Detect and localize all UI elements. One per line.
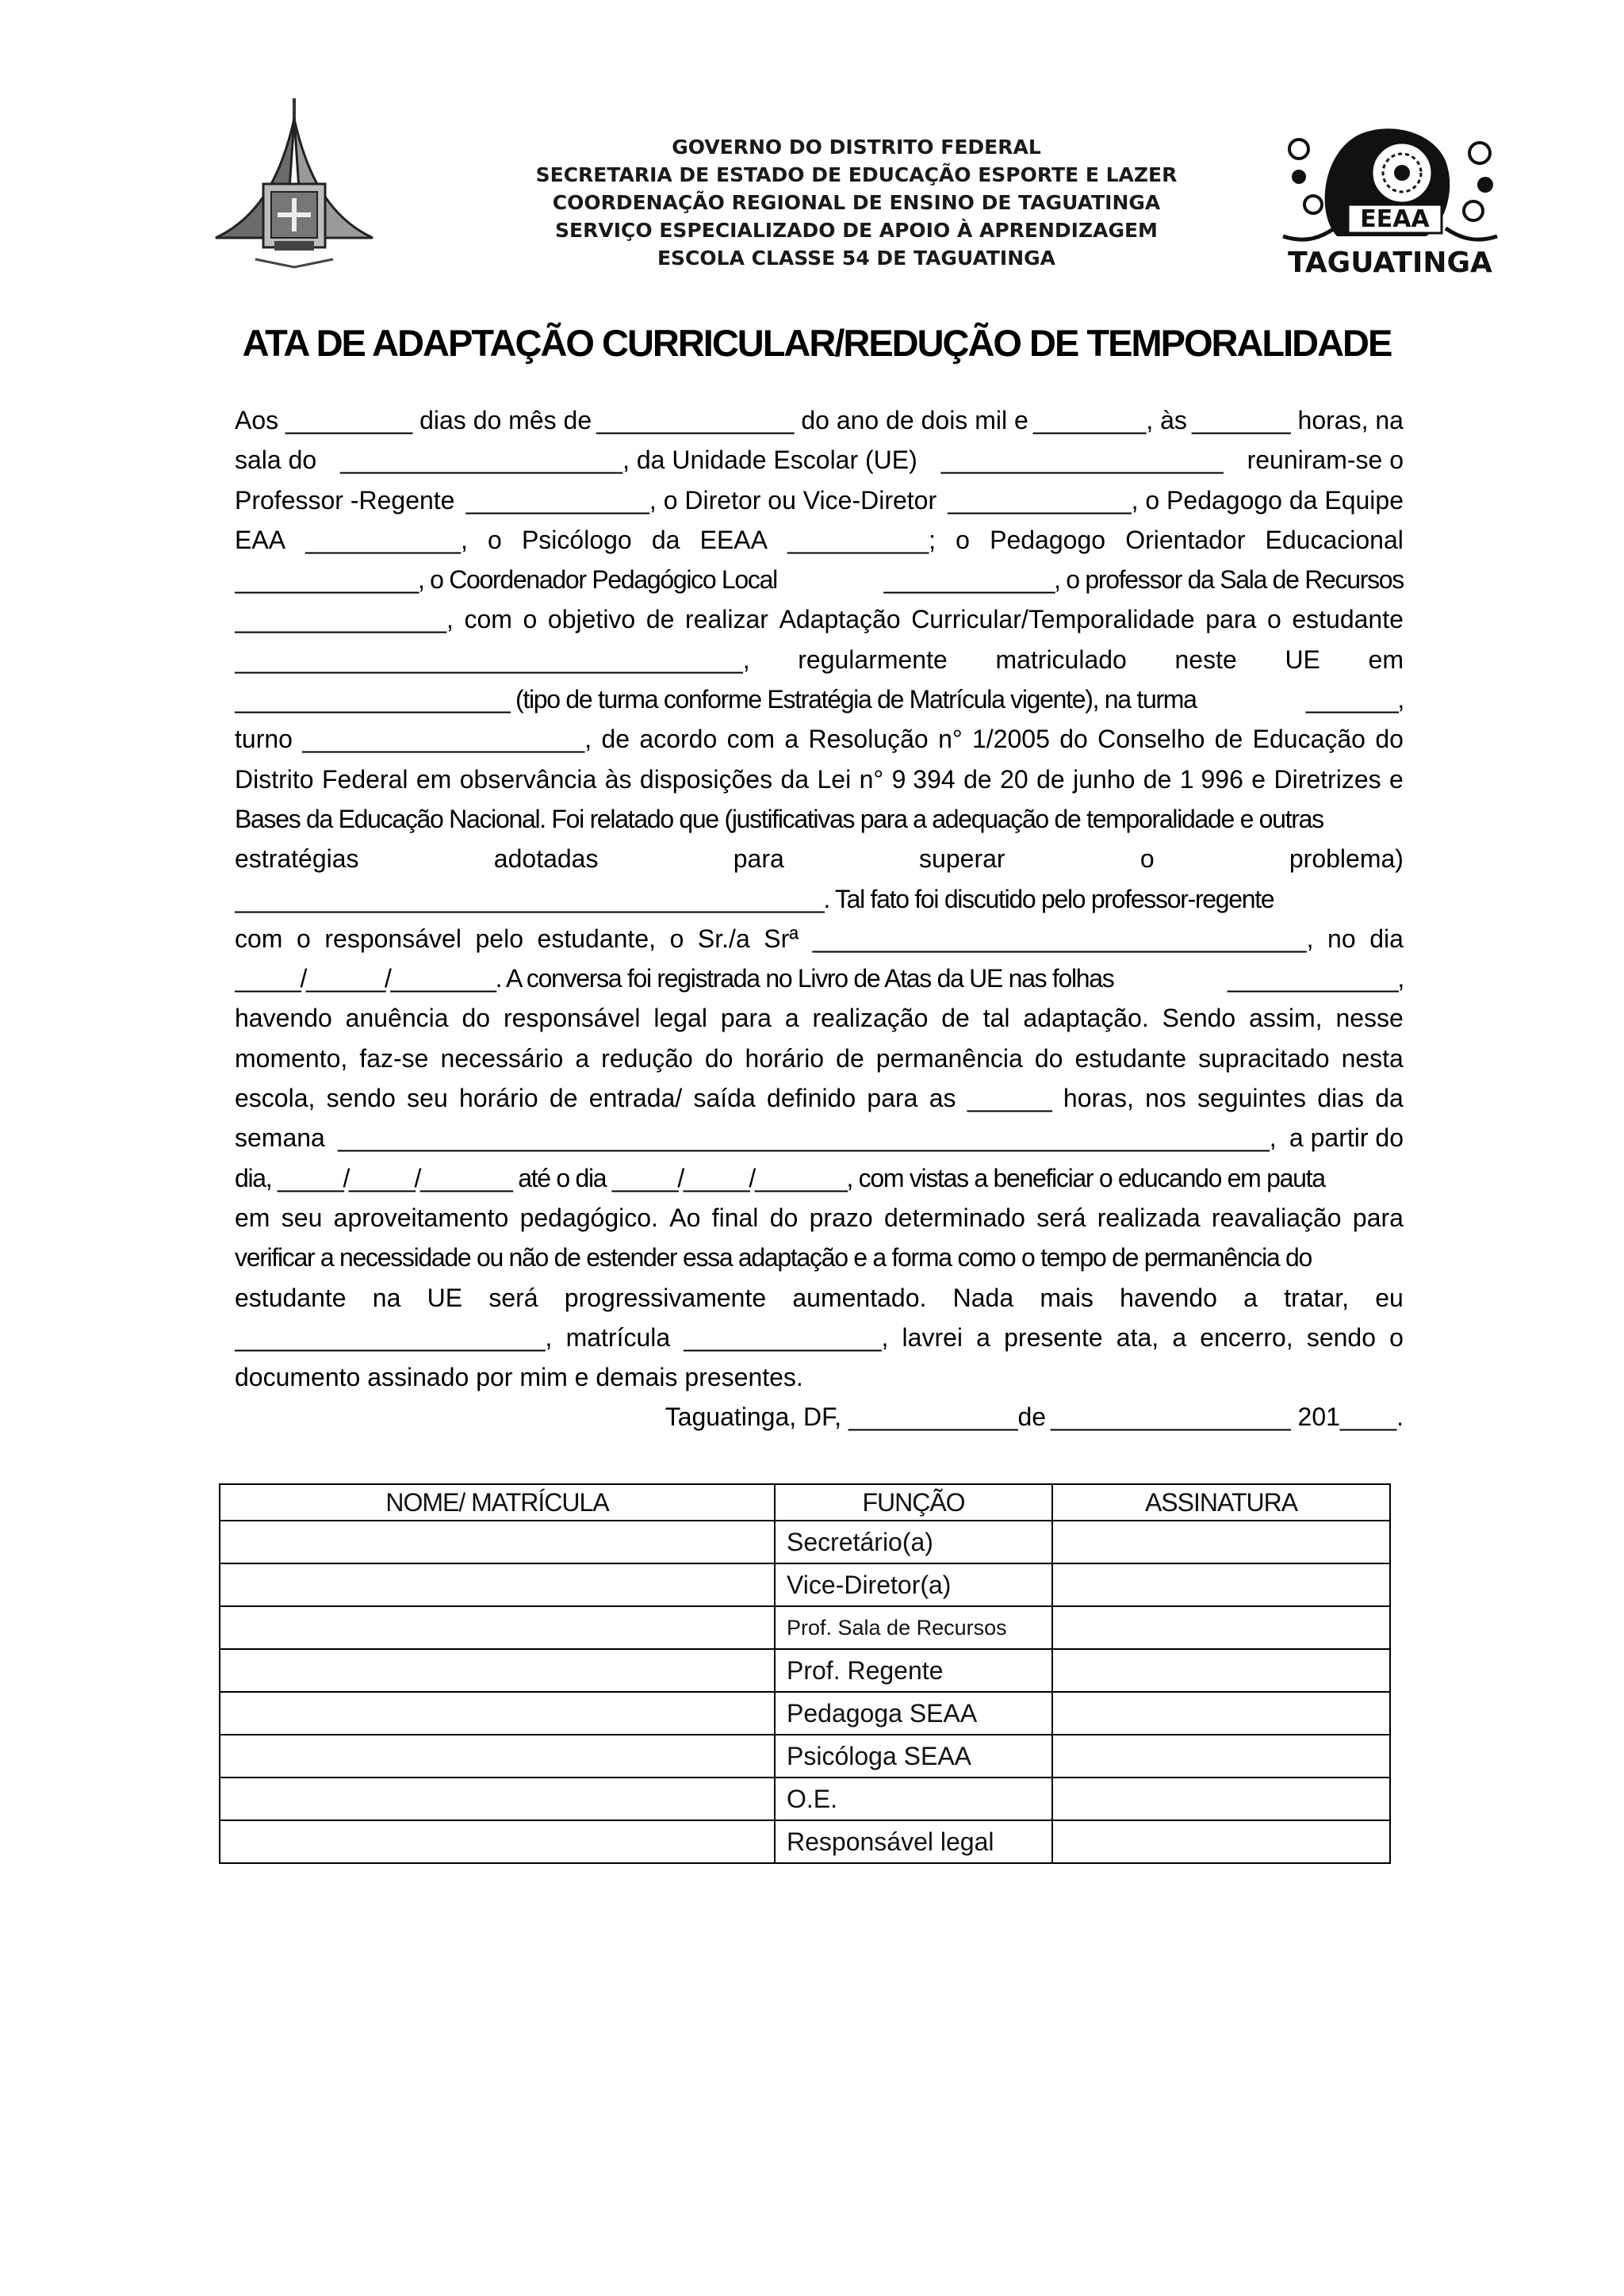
body-word: ata, [1116, 1322, 1159, 1352]
body-word: EEAA [699, 525, 768, 554]
body-word: tratar, [1284, 1283, 1350, 1312]
body-word: estudante [235, 1283, 347, 1312]
body-word: responsável [503, 1004, 641, 1033]
body-word: estudante, [537, 924, 656, 953]
body-word: Curricular/Temporalidade [911, 605, 1195, 634]
body-word: 9 394 [891, 764, 956, 794]
body-line [235, 959, 1404, 998]
table-row [220, 1777, 1390, 1820]
document-title: ATA DE ADAPTAÇÃO CURRICULAR/REDUÇÃO DE TEMPORALIDADE [242, 322, 1392, 364]
date-line [235, 1397, 1404, 1437]
assinatura-cell[interactable] [1052, 1563, 1390, 1606]
body-word: Aos _________ dias do mês de [235, 406, 592, 434]
body-word: o [297, 924, 311, 953]
body-word: reuniram-se o [1247, 446, 1404, 475]
body-word: _____________, o Pedagogo da Equipe [948, 485, 1404, 515]
body-word: estudante [1292, 605, 1404, 634]
body-word: do [462, 1004, 491, 1033]
body-word: Psicólogo [521, 525, 632, 554]
body-line [235, 1078, 1404, 1118]
body-word: redução [601, 1043, 693, 1073]
body-line [235, 640, 1404, 679]
body-word: do [1059, 725, 1088, 754]
assinatura-cell[interactable] [1052, 1820, 1390, 1863]
table-row [220, 1820, 1390, 1863]
body-word: pedagógico. [519, 1203, 658, 1232]
header-line-3: COORDENAÇÃO REGIONAL DE ENSINO DE TAGUATINGA [552, 191, 1161, 214]
funcao-cell: Prof. Sala de Recursos [775, 1606, 1052, 1649]
body-line [235, 520, 1404, 560]
body-word: progressivamente [564, 1283, 767, 1312]
body-word: estudante [1074, 1043, 1187, 1073]
body-line [235, 1118, 1404, 1158]
body-word: regularmente [798, 645, 948, 674]
table-row [220, 1692, 1390, 1735]
body-line [235, 998, 1404, 1038]
body-word: _____________, [1227, 964, 1404, 993]
body-word: _______, [1305, 685, 1404, 714]
body-word: seu [407, 1084, 448, 1113]
body-line [235, 799, 1404, 839]
assinatura-cell[interactable] [1052, 1606, 1390, 1649]
body-word: _____________________ (tipo de turma conforme Estratégia de Matrícula vigente), na turma [235, 685, 1197, 714]
body-word: presente [1004, 1322, 1103, 1352]
body-word: a [575, 1043, 590, 1073]
body-word: _____________, o professor da Sala de Recursos [883, 565, 1404, 595]
body-word: _____________________________________________. Tal fato foi discutido pelo professor-regente [235, 884, 1274, 913]
nome-matricula-cell[interactable] [220, 1521, 775, 1563]
body-word: Ao [669, 1203, 701, 1232]
funcao-cell: Prof. Regente [775, 1649, 1052, 1692]
body-word: às [604, 764, 632, 794]
body-word: permanência [875, 1043, 1023, 1073]
body-word: em [416, 764, 452, 794]
body-word: Lei [817, 764, 852, 794]
body-word: a [784, 725, 799, 754]
body-word: havendo [1120, 1283, 1217, 1312]
assinatura-cell[interactable] [1052, 1692, 1390, 1735]
body-word: eu [1375, 1283, 1404, 1312]
body-word: para [733, 844, 784, 874]
table-row [220, 1521, 1390, 1563]
body-word: realizada [1097, 1203, 1201, 1232]
table-row [220, 1735, 1390, 1777]
body-word: responsável [324, 924, 462, 953]
funcao-cell: Psicóloga SEAA [775, 1735, 1052, 1777]
date-line-part: _________________ 201____. [1051, 1402, 1404, 1432]
body-word: dias [1317, 1084, 1364, 1113]
gdf-coat-of-arms-icon [208, 97, 381, 270]
body-word: com [464, 605, 512, 634]
body-word: o [1139, 844, 1155, 874]
body-word: Sr./a [697, 924, 750, 953]
body-line [235, 1238, 1404, 1277]
body-word: da [780, 764, 810, 794]
body-word: documento assinado por mim e demais presentes. [235, 1363, 803, 1392]
body-word: do [704, 1043, 733, 1073]
svg-text:TAGUATINGA: TAGUATINGA [1288, 247, 1492, 279]
body-word: o [669, 924, 684, 953]
body-word: a [976, 1322, 990, 1352]
body-word: de [963, 764, 992, 794]
body-word: de [836, 1043, 864, 1073]
body-word: n° [859, 764, 884, 794]
body-word: superar [919, 844, 1005, 874]
header-institution [444, 133, 1269, 272]
body-word: anuência [345, 1004, 449, 1033]
body-word: 1/2005 [972, 725, 1050, 754]
body-word: a [1172, 1322, 1187, 1352]
body-word: UE [427, 1283, 463, 1312]
body-word: reavaliação [1211, 1203, 1342, 1232]
body-word: de [1214, 725, 1243, 754]
assinatura-cell[interactable] [1052, 1777, 1390, 1820]
funcao-cell: Responsável legal [775, 1820, 1052, 1863]
body-word: adaptação. [1023, 1004, 1149, 1033]
body-word: e [1251, 764, 1266, 794]
body-word: objetivo [547, 605, 636, 634]
body-word: havendo [235, 1004, 332, 1033]
body-line [235, 1278, 1404, 1318]
body-word: mais [1040, 1283, 1094, 1312]
body-word: _____________, o Diretor ou Vice-Diretor [465, 485, 937, 515]
body-word: UE [1285, 645, 1320, 674]
date-line-part: Taguatinga, DF, ____________de [665, 1402, 1047, 1432]
header-funcao: FUNÇÃO [775, 1484, 1052, 1521]
nome-matricula-cell[interactable] [220, 1735, 775, 1777]
body-word: turno [235, 725, 293, 754]
body-word: ____________________________________, [235, 645, 750, 674]
body-word: nesse [1335, 1004, 1404, 1033]
body-word: a [1243, 1283, 1258, 1312]
body-word: definido [767, 1084, 856, 1113]
body-word: de [1143, 764, 1172, 794]
nome-matricula-cell[interactable] [220, 1820, 775, 1863]
funcao-cell: O.E. [775, 1777, 1052, 1820]
body-word: de [601, 725, 630, 754]
body-word: 1 996 [1179, 764, 1243, 794]
body-word: _____/______/________. A conversa foi registrada no Livro de Atas da UE nas folhas [235, 964, 1114, 993]
body-word: do [769, 1203, 799, 1232]
body-word: matrícula [565, 1322, 671, 1352]
body-line [235, 839, 1404, 878]
body-word: Resolução [808, 725, 929, 754]
body-word: _______________, [235, 605, 454, 634]
body-word: para [867, 1084, 918, 1113]
body-word: semana [235, 1123, 325, 1153]
body-word: necessário [440, 1043, 564, 1073]
body-line [235, 1318, 1404, 1357]
funcao-cell: Secretário(a) [775, 1521, 1052, 1563]
body-word: e [1389, 764, 1404, 794]
body-word: Federal [321, 764, 408, 794]
nome-matricula-cell[interactable] [220, 1606, 775, 1649]
body-line [235, 1039, 1404, 1078]
body-word: prazo [809, 1203, 873, 1232]
body-word: junho [1073, 764, 1136, 794]
eeaa-taguatinga-logo-icon [1275, 117, 1505, 285]
body-word: Educacional [1265, 525, 1404, 554]
body-line [235, 679, 1404, 719]
body-text [235, 400, 1404, 1437]
body-word: realizar [685, 605, 768, 634]
table-row [220, 1649, 1390, 1692]
body-word: problema) [1289, 844, 1404, 874]
body-word: seguintes [1197, 1084, 1306, 1113]
body-word: de [549, 1084, 578, 1113]
body-word: 20 [1000, 764, 1028, 794]
nome-matricula-cell[interactable] [220, 1777, 775, 1820]
body-word: sendo [1306, 1322, 1377, 1352]
table-row [220, 1606, 1390, 1649]
body-word: sala do [235, 446, 317, 475]
body-word: de [941, 1004, 970, 1033]
body-word: Distrito [235, 764, 314, 794]
body-word: faz-se [359, 1043, 429, 1073]
body-word: Diretrizes [1274, 764, 1381, 794]
body-word: sendo [326, 1084, 396, 1113]
body-word: Orientador [1125, 525, 1246, 554]
body-word: legal [653, 1004, 707, 1033]
body-word: seu [281, 1203, 323, 1232]
table-header-row [220, 1484, 1390, 1521]
body-word: Professor -Regente [235, 485, 455, 515]
body-word: aproveitamento [333, 1203, 509, 1232]
body-word: da [651, 525, 680, 554]
body-word: dia, _____/_____/_______ até o dia _____/_____/_______, com vistas a beneficiar o educando em pauta [235, 1163, 1325, 1192]
body-word: ___________________________________, [812, 924, 1314, 953]
body-word: observância [459, 764, 597, 794]
header-line-2: SECRETARIA DE ESTADO DE EDUCAÇÃO ESPORTE E LAZER [535, 163, 1178, 186]
body-line [235, 919, 1404, 959]
body-word: do [1034, 1043, 1063, 1073]
body-word: nos [1145, 1084, 1186, 1113]
body-line [235, 1357, 1404, 1397]
body-word: determinado [883, 1203, 1025, 1232]
body-word: matriculado [995, 645, 1127, 674]
funcao-cell: Pedagoga SEAA [775, 1692, 1052, 1735]
body-word: assim, [1249, 1004, 1323, 1033]
body-word: encerro, [1200, 1322, 1293, 1352]
body-word: para [720, 1004, 772, 1033]
body-word: ______ [967, 1084, 1052, 1113]
body-word: ______________, o Coordenador Pedagógico Local [235, 565, 777, 595]
body-word: acordo [639, 725, 718, 754]
body-word: as [929, 1084, 956, 1113]
body-word: realização [812, 1004, 929, 1033]
body-word: verificar a necessidade ou não de estender essa adaptação e a forma como o tempo de permanência do [235, 1243, 1312, 1272]
body-word: entrada/ [588, 1084, 683, 1113]
body-word: horário [459, 1084, 538, 1113]
funcao-cell: Vice-Diretor(a) [775, 1563, 1052, 1606]
body-word: lavrei [902, 1322, 963, 1352]
body-word: o [1389, 1322, 1404, 1352]
body-word: n° [938, 725, 963, 754]
body-word: __________________________________________________________________, [338, 1123, 1277, 1153]
body-word: Adaptação [779, 605, 901, 634]
assinatura-cell[interactable] [1052, 1735, 1390, 1777]
body-word: com [726, 725, 776, 754]
body-word: final [711, 1203, 759, 1232]
body-line [235, 719, 1404, 759]
body-line [235, 400, 1404, 440]
body-word: ______________ do ano de dois mil e [596, 406, 1028, 434]
body-line [235, 560, 1404, 599]
body-word: da [1375, 1084, 1404, 1113]
body-word: Educação [1252, 725, 1365, 754]
body-word: nesta [1341, 1043, 1404, 1073]
body-line [235, 1158, 1404, 1198]
signature-table [219, 1483, 1391, 1864]
header-assinatura: ASSINATURA [1052, 1484, 1390, 1521]
body-word: ______________________, [235, 1322, 553, 1352]
body-word: o [523, 605, 538, 634]
body-word: será [488, 1283, 538, 1312]
body-word: de [645, 605, 675, 634]
body-word: tal [982, 1004, 1010, 1033]
body-word: para [1205, 605, 1257, 634]
body-word: momento, [235, 1043, 348, 1073]
body-word: Pedagogo [990, 525, 1106, 554]
body-word: estratégias [235, 844, 359, 874]
body-word: neste [1174, 645, 1237, 674]
body-word: dia [1369, 924, 1404, 953]
body-word: escola, [235, 1084, 316, 1113]
body-word: para [1352, 1203, 1404, 1232]
nome-matricula-cell[interactable] [220, 1649, 775, 1692]
body-word: _______ horas, na [1192, 406, 1404, 434]
body-word: Conselho [1097, 725, 1205, 754]
body-word: o [488, 525, 502, 554]
body-word: ___________, [305, 525, 468, 554]
body-word: Sendo [1162, 1004, 1236, 1033]
body-word: de [1036, 764, 1065, 794]
body-word: ____________________ [940, 446, 1224, 475]
body-word: Srª [764, 924, 799, 953]
body-word: EAA [235, 525, 286, 554]
body-word: em [1368, 645, 1404, 674]
body-word: com [235, 924, 283, 953]
body-line [235, 879, 1404, 919]
body-word: ________, às [1032, 406, 1187, 434]
body-word: será [1036, 1203, 1086, 1232]
header-nome-matricula: NOME/ MATRÍCULA [220, 1484, 775, 1521]
header-line-5: ESCOLA CLASSE 54 DE TAGUATINGA [657, 247, 1056, 270]
body-word: horário [745, 1043, 825, 1073]
body-word: a partir do [1289, 1123, 1404, 1153]
body-word: ______________, [684, 1322, 889, 1352]
body-line [235, 760, 1404, 799]
body-word: o [956, 525, 970, 554]
body-word: horas, [1063, 1084, 1134, 1113]
body-word: na [372, 1283, 401, 1312]
assinatura-cell[interactable] [1052, 1649, 1390, 1692]
nome-matricula-cell[interactable] [220, 1563, 775, 1606]
body-word: em [235, 1203, 270, 1232]
body-word: adotadas [493, 844, 599, 874]
nome-matricula-cell[interactable] [220, 1692, 775, 1735]
body-word: no [1327, 924, 1356, 953]
svg-text:EEAA: EEAA [1360, 205, 1430, 233]
body-line [235, 599, 1404, 639]
body-word: __________; [787, 525, 936, 554]
header-line-4: SERVIÇO ESPECIALIZADO DE APOIO À APRENDIZAGEM [555, 219, 1158, 242]
body-line [235, 440, 1404, 480]
body-word: a [784, 1004, 799, 1033]
header-line-1: GOVERNO DO DISTRITO FEDERAL [672, 136, 1041, 159]
body-word: saída [693, 1084, 756, 1113]
body-word: pelo [475, 924, 523, 953]
body-word: ____________________, da Unidade Escolar (UE) [340, 446, 917, 475]
body-word: ____________________, [302, 725, 592, 754]
body-word: disposições [639, 764, 773, 794]
body-word: do [1375, 725, 1404, 754]
assinatura-cell[interactable] [1052, 1521, 1390, 1563]
body-word: supracitado [1198, 1043, 1330, 1073]
body-word: Bases da Educação Nacional. Foi relatado que (justificativas para a adequação de temporalidade e outras [235, 804, 1323, 833]
body-word: Nada [952, 1283, 1014, 1312]
body-word: o [1266, 605, 1281, 634]
table-row [220, 1563, 1390, 1606]
body-line [235, 1198, 1404, 1238]
body-word: aumentado. [792, 1283, 927, 1312]
body-line [235, 480, 1404, 520]
